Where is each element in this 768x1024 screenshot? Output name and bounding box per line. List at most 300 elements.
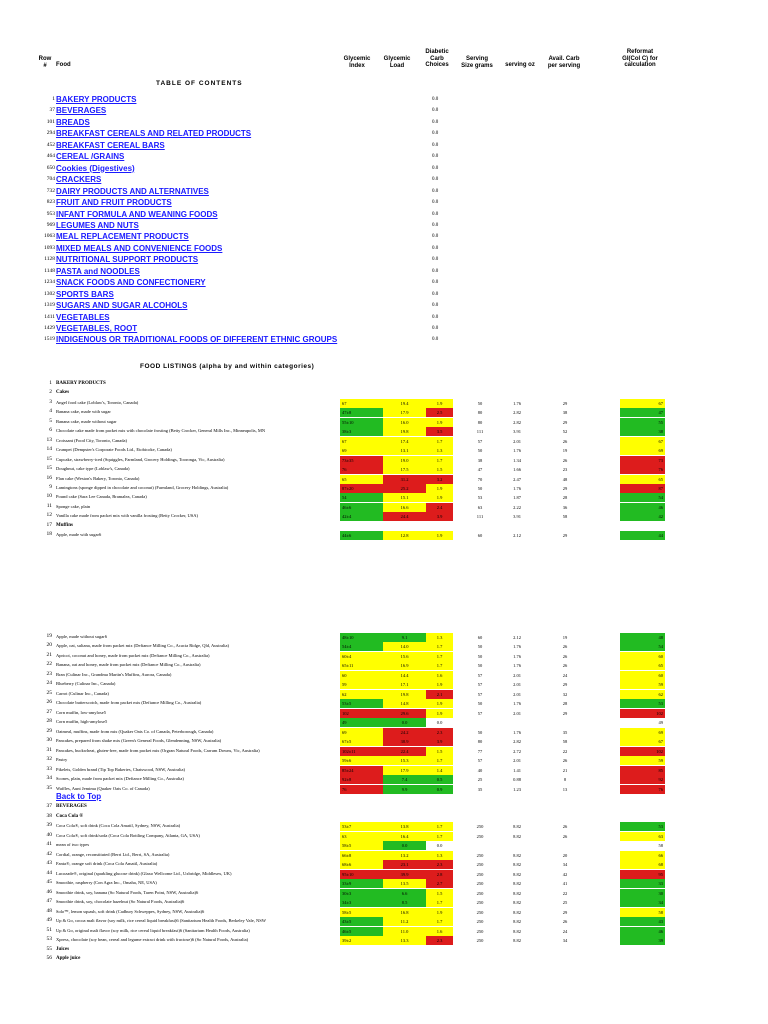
- glycemic-load-cell: 11.2: [383, 917, 426, 926]
- glycemic-index-cell: 65: [340, 475, 383, 484]
- row-number: 6: [49, 427, 52, 434]
- toc-link[interactable]: LEGUMES AND NUTS: [56, 220, 139, 230]
- toc-value: 0.0: [432, 257, 439, 263]
- row-number: 47: [46, 898, 52, 905]
- table-row: [0, 503, 768, 512]
- toc-row: [0, 301, 768, 312]
- carb-choices-cell: 2.7: [426, 879, 453, 888]
- table-row: [0, 917, 768, 926]
- toc-row: [0, 313, 768, 324]
- carb-choices-cell: 1.9: [426, 709, 453, 718]
- serving-grams-cell: 250: [476, 881, 484, 887]
- glycemic-index-cell: 59: [340, 680, 383, 689]
- carb-choices-cell: 0.9: [426, 785, 453, 794]
- food-name: Coca Cola®, soft drink/soda (Coca Cola Bottling Company, Atlanta, GA, USA): [56, 832, 200, 838]
- toc-row: [0, 106, 768, 117]
- row-number: 15: [46, 465, 52, 472]
- toc-link[interactable]: CEREAL /GRAINS: [56, 152, 125, 162]
- header-reformat-gi: Reformat GI(Col C) for calculation: [622, 49, 658, 68]
- table-row: [0, 699, 768, 708]
- glycemic-index-cell: 39±2: [340, 936, 383, 945]
- food-name: Angel food cake (Loblaw's, Toronto, Canada): [56, 399, 139, 405]
- food-name: Fanta®, orange soft drink (Coca Cola Amatil, Australia): [56, 861, 158, 867]
- toc-link[interactable]: BREAKFAST CEREALS AND RELATED PRODUCTS: [56, 129, 252, 139]
- avail-carb-cell: 26: [562, 919, 568, 925]
- table-row: [0, 642, 768, 651]
- table-row: [0, 756, 768, 765]
- header-food: Food: [56, 62, 71, 68]
- toc-link[interactable]: Cookies (Digestives): [56, 163, 135, 173]
- serving-oz-cell: 8.82: [513, 833, 521, 839]
- food-name: Blueberry (Culinar Inc., Canada): [56, 681, 116, 687]
- table-row: [0, 851, 768, 860]
- reformat-gi-cell: 69: [620, 446, 665, 455]
- glycemic-index-cell: 33±9: [340, 879, 383, 888]
- glycemic-index-cell: 102: [340, 709, 383, 718]
- glycemic-load-cell: 14.0: [383, 642, 426, 651]
- serving-oz-cell: 2.01: [513, 438, 521, 444]
- toc-link[interactable]: SPORTS BARS: [56, 289, 114, 299]
- avail-carb-cell: 41: [562, 881, 568, 887]
- serving-grams-cell: 38: [477, 457, 483, 463]
- row-number: 14: [46, 446, 52, 453]
- table-row: [0, 456, 768, 465]
- reformat-gi-cell: 30: [620, 889, 665, 898]
- avail-carb-cell: 34: [562, 862, 568, 868]
- glycemic-index-cell: 95±10: [340, 870, 383, 879]
- glycemic-load-cell: 0.0: [383, 718, 426, 727]
- avail-carb-cell: 19: [562, 448, 568, 454]
- glycemic-index-cell: 46±5: [340, 927, 383, 936]
- table-row: [0, 841, 768, 850]
- glycemic-index-cell: 73±35: [340, 456, 383, 465]
- serving-oz-cell: 2.82: [513, 739, 521, 745]
- serving-grams-cell: 250: [476, 938, 484, 944]
- table-row: [0, 380, 768, 389]
- glycemic-index-cell: 58±5: [340, 908, 383, 917]
- carb-choices-cell: 1.9: [426, 484, 453, 493]
- back-to-top-link[interactable]: Back to Top: [56, 791, 102, 801]
- row-number: 39: [46, 822, 52, 829]
- glycemic-load-cell: 17.4: [383, 437, 426, 446]
- avail-carb-cell: 26: [562, 663, 568, 669]
- serving-grams-cell: 80: [477, 739, 483, 745]
- serving-grams-cell: 57: [477, 691, 483, 697]
- food-name: Lucozade®, original (sparkling glucose drink) (Glaxo Wellcome Ltd., Uxbridge, Middlesex, UK): [56, 870, 232, 876]
- food-name: Crumpet (Dempster's Corporate Foods Ltd., Etobicoke, Canada): [56, 447, 172, 453]
- glycemic-index-cell: 54±4: [340, 642, 383, 651]
- avail-carb-cell: 24: [562, 928, 568, 934]
- reformat-gi-cell: 58: [620, 908, 665, 917]
- food-name: Corn muffin, low-amylose5: [56, 709, 107, 715]
- toc-link[interactable]: INDIGENOUS OR TRADITIONAL FOODS OF DIFFERENT ETHNIC GROUPS: [56, 335, 338, 345]
- toc-row: [0, 175, 768, 186]
- food-name: Chocolate butterscotch, made from packet mix (Defiance Milling Co., Australia): [56, 700, 202, 706]
- food-name: Chocolate cake made from packet mix with chocolate frosting (Betty Crocker, General Mills Inc., Minneapolis, MN: [56, 428, 266, 434]
- toc-row-number: 1319: [44, 302, 55, 309]
- table-row: [0, 465, 768, 474]
- serving-oz-cell: 8.82: [513, 938, 521, 944]
- table-row: [0, 399, 768, 408]
- food-name: Xpress, chocolate (soy bean, cereal and legume extract drink with fructose)6 (So Natural Foods, Australia): [56, 937, 249, 943]
- toc-row: [0, 290, 768, 301]
- glycemic-index-cell: 66±8: [340, 851, 383, 860]
- reformat-gi-cell: 67: [620, 737, 665, 746]
- carb-choices-cell: 1.9: [426, 680, 453, 689]
- reformat-gi-cell: 55: [620, 418, 665, 427]
- glycemic-load-cell: 9.1: [383, 633, 426, 642]
- food-listings-title: FOOD LISTINGS (alpha by and within categories): [140, 363, 315, 370]
- avail-carb-cell: 23: [562, 467, 568, 473]
- row-number: 56: [46, 954, 52, 961]
- toc-row-number: 969: [46, 221, 55, 228]
- row-number: 13: [46, 436, 52, 443]
- carb-choices-cell: 1.3: [426, 446, 453, 455]
- serving-oz-cell: 2.12: [513, 533, 521, 539]
- toc-value: 0.0: [432, 280, 439, 286]
- glycemic-load-cell: 24.4: [383, 512, 426, 521]
- serving-oz-cell: 1.76: [513, 400, 521, 406]
- avail-carb-cell: 22: [562, 890, 568, 896]
- reformat-gi-cell: 85: [620, 766, 665, 775]
- header-avail-carb: Avail. Carb per serving: [547, 56, 581, 69]
- row-number: 19: [46, 633, 52, 639]
- food-name: Oatmeal, muffins, made from mix (Quaker Oats Co. of Canada, Peterborough, Canada): [56, 728, 214, 734]
- glycemic-index-cell: 67: [340, 399, 383, 408]
- reformat-gi-cell: 62: [620, 690, 665, 699]
- toc-row-number: 704: [46, 176, 55, 183]
- row-number: 3: [49, 398, 52, 405]
- reformat-gi-cell: 73: [620, 456, 665, 465]
- glycemic-load-cell: 13.8: [383, 822, 426, 831]
- toc-value: 0.0: [432, 188, 439, 194]
- toc-row: [0, 335, 768, 346]
- serving-oz-cell: 3.91: [513, 429, 521, 435]
- glycemic-index-cell: 30±3: [340, 889, 383, 898]
- serving-grams-cell: 50: [477, 729, 483, 735]
- toc-link[interactable]: SNACK FOODS AND CONFECTIONERY: [56, 278, 206, 288]
- toc-value: 0.0: [432, 154, 439, 160]
- reformat-gi-cell: 59: [620, 756, 665, 765]
- toc-row: [0, 198, 768, 209]
- table-row: [0, 785, 768, 794]
- carb-choices-cell: 0.5: [426, 775, 453, 784]
- row-number: 5: [49, 417, 52, 424]
- toc-link[interactable]: BREADS: [56, 117, 90, 127]
- table-row: [0, 418, 768, 427]
- table-row: [0, 728, 768, 737]
- reformat-gi-cell: 60: [620, 671, 665, 680]
- serving-grams-cell: 63: [477, 504, 483, 510]
- food-name: Solo™, lemon squash, soft drink (Cadbury Schweppes, Sydney, NSW, Australia)6: [56, 908, 205, 914]
- reformat-gi-cell: 87: [620, 484, 665, 493]
- toc-link[interactable]: MEAL REPLACEMENT PRODUCTS: [56, 232, 189, 242]
- row-number: 31: [46, 746, 52, 753]
- reformat-gi-cell: 65: [620, 661, 665, 670]
- carb-choices-cell: 1.9: [426, 399, 453, 408]
- carb-choices-cell: 2.3: [426, 936, 453, 945]
- toc-row: [0, 152, 768, 163]
- carb-choices-cell: 1.7: [426, 642, 453, 651]
- serving-oz-cell: 8.82: [513, 909, 521, 915]
- serving-grams-cell: 250: [476, 909, 484, 915]
- toc-row: [0, 210, 768, 221]
- table-row: [0, 879, 768, 888]
- carb-choices-cell: 2.3: [426, 728, 453, 737]
- toc-row-number: 37: [49, 107, 55, 114]
- header-row-number: Row #: [38, 56, 52, 69]
- table-row: [0, 389, 768, 398]
- toc-link[interactable]: CRACKERS: [56, 175, 102, 185]
- serving-grams-cell: 57: [477, 710, 483, 716]
- serving-grams-cell: 250: [476, 852, 484, 858]
- table-row: [0, 493, 768, 502]
- toc-link[interactable]: BAKERY PRODUCTS: [56, 95, 137, 104]
- toc-link[interactable]: FRUIT AND FRUIT PRODUCTS: [56, 198, 172, 208]
- glycemic-load-cell: 7.4: [383, 775, 426, 784]
- serving-oz-cell: 1.76: [513, 448, 521, 454]
- carb-choices-cell: 1.7: [426, 832, 453, 841]
- food-name: mean of two types: [56, 842, 90, 848]
- food-name: Pound cake (Sara Lee Canada, Bramalea, Canada): [56, 494, 147, 500]
- serving-oz-cell: 8.82: [513, 881, 521, 887]
- glycemic-index-cell: 60: [340, 671, 383, 680]
- row-number: 24: [46, 680, 52, 687]
- avail-carb-cell: 26: [562, 457, 568, 463]
- glycemic-load-cell: 23.1: [383, 860, 426, 869]
- toc-value: 0.0: [432, 200, 439, 206]
- table-row: [0, 661, 768, 670]
- row-number: 40: [46, 831, 52, 838]
- row-number: 26: [46, 699, 52, 706]
- glycemic-index-cell: 69: [340, 728, 383, 737]
- serving-grams-cell: 50: [477, 400, 483, 406]
- table-row: [0, 822, 768, 831]
- serving-oz-cell: 2.01: [513, 758, 521, 764]
- table-row: [0, 531, 768, 540]
- toc-row: [0, 221, 768, 232]
- toc-value: 0.0: [432, 337, 439, 343]
- toc-value: 0.0: [432, 303, 439, 309]
- glycemic-load-cell: 38.9: [383, 737, 426, 746]
- table-row: [0, 633, 768, 642]
- glycemic-load-cell: 29.6: [383, 709, 426, 718]
- serving-oz-cell: 1.76: [513, 653, 521, 659]
- serving-oz-cell: 2.82: [513, 419, 521, 425]
- avail-carb-cell: 34: [562, 938, 568, 944]
- avail-carb-cell: 32: [562, 691, 568, 697]
- carb-choices-cell: 0.0: [436, 720, 443, 726]
- toc-link[interactable]: VEGETABLES: [56, 312, 110, 322]
- toc-link[interactable]: NUTRITIONAL SUPPORT PRODUCTS: [56, 255, 199, 265]
- toc-row: [0, 118, 768, 129]
- glycemic-load-cell: 17.5: [383, 465, 426, 474]
- serving-grams-cell: 250: [476, 833, 484, 839]
- reformat-gi-cell: 67: [620, 437, 665, 446]
- food-name: Coca Cola®, soft drink (Coca Cola Amatil, Sydney, NSW, Australia): [56, 823, 181, 829]
- carb-choices-cell: 1.3: [426, 851, 453, 860]
- category-label: Coca Cola ®: [56, 813, 84, 819]
- carb-choices-cell: 1.5: [426, 465, 453, 474]
- glycemic-load-cell: 19.8: [383, 427, 426, 436]
- reformat-gi-cell: 47: [620, 408, 665, 417]
- toc-row-number: 1429: [44, 325, 55, 331]
- avail-carb-cell: 26: [562, 758, 568, 764]
- glycemic-load-cell: 16.6: [383, 503, 426, 512]
- header-serving-grams: Serving Size grams: [461, 56, 493, 69]
- avail-carb-cell: [545, 841, 585, 850]
- table-row: [0, 690, 768, 699]
- glycemic-index-cell: 76: [340, 465, 383, 474]
- carb-choices-cell: 1.7: [426, 756, 453, 765]
- glycemic-load-cell: 19.4: [383, 399, 426, 408]
- toc-link[interactable]: BEVERAGES: [56, 106, 107, 116]
- glycemic-index-cell: 53±7: [340, 822, 383, 831]
- serving-oz-cell: 8.82: [513, 900, 521, 906]
- reformat-gi-cell: 46: [620, 927, 665, 936]
- serving-oz-cell: [502, 841, 532, 850]
- toc-row-number: 464: [46, 153, 55, 160]
- avail-carb-cell: 29: [562, 710, 568, 716]
- toc-link[interactable]: INFANT FORMULA AND WEANING FOODS: [56, 209, 218, 219]
- toc-row-number: 1063: [44, 233, 55, 240]
- avail-carb-cell: 28: [562, 495, 568, 501]
- row-number: 43: [46, 860, 52, 867]
- serving-grams-cell: 50: [477, 701, 483, 707]
- row-number: 37: [46, 803, 52, 810]
- glycemic-index-cell: 59±6: [340, 756, 383, 765]
- avail-carb-cell: 29: [562, 682, 568, 688]
- avail-carb-cell: 29: [562, 485, 568, 491]
- food-name: Apple, made without sugar6: [56, 634, 107, 639]
- carb-choices-cell: 1.5: [426, 889, 453, 898]
- table-row: [0, 475, 768, 484]
- table-row: [0, 437, 768, 446]
- serving-oz-cell: 8.82: [513, 919, 521, 925]
- reformat-gi-cell: 53: [620, 822, 665, 831]
- row-number: 55: [46, 945, 52, 952]
- food-name: Apple, oat, sultana, made from packet mix (Defiance Milling Co., Acacia Ridge, Qld, Australia): [56, 643, 229, 649]
- toc-row-number: 1302: [44, 290, 55, 297]
- row-number: 2: [49, 389, 52, 396]
- food-name: Lamingtons (sponge dipped in chocolate and coconut) (Farmland, Grocery Holdings, Australia): [56, 484, 229, 490]
- table-row: [0, 936, 768, 945]
- glycemic-load-cell: 19.8: [383, 690, 426, 699]
- toc-link[interactable]: BREAKFAST CEREAL BARS: [56, 140, 165, 150]
- toc-link[interactable]: PASTA and NOODLES: [56, 266, 140, 276]
- serving-grams-cell: 60: [477, 533, 483, 539]
- glycemic-index-cell: 42±4: [340, 512, 383, 521]
- food-name: Sponge cake, plain: [56, 503, 91, 509]
- row-number: 20: [46, 642, 52, 649]
- toc-link[interactable]: VEGETABLES, ROOT: [56, 324, 138, 333]
- toc-row: [0, 244, 768, 255]
- toc-link[interactable]: DAIRY PRODUCTS AND ALTERNATIVES: [56, 186, 209, 196]
- carb-choices-cell: 1.9: [426, 908, 453, 917]
- avail-carb-cell: 28: [562, 701, 568, 707]
- header-glycemic-index: Glycemic Index: [343, 56, 371, 69]
- serving-grams-cell: 80: [477, 410, 483, 416]
- glycemic-load-cell: 14.4: [383, 671, 426, 680]
- glycemic-index-cell: 34±3: [340, 898, 383, 907]
- toc-row: [0, 129, 768, 140]
- serving-grams-cell: 50: [477, 644, 483, 650]
- serving-oz-cell: [502, 718, 532, 727]
- serving-oz-cell: 3.91: [513, 514, 521, 520]
- row-number: 15: [46, 455, 52, 462]
- serving-grams-cell: 250: [476, 890, 484, 896]
- avail-carb-cell: 26: [562, 833, 568, 839]
- carb-choices-cell: 1.7: [426, 898, 453, 907]
- avail-carb-cell: 42: [562, 871, 568, 877]
- avail-carb-cell: 24: [562, 672, 568, 678]
- carb-choices-cell: 1.3: [426, 633, 453, 642]
- serving-oz-cell: 0.88: [513, 777, 521, 783]
- food-name: Croissant (Food City, Toronto, Canada): [56, 437, 128, 443]
- serving-oz-cell: 1.23: [513, 786, 521, 792]
- food-name: Flan cake (Weston's Bakery, Toronto, Canada): [56, 475, 140, 481]
- toc-value: 0.0: [432, 165, 439, 171]
- serving-oz-cell: 2.01: [513, 710, 521, 716]
- glycemic-index-cell: 58±5: [340, 841, 383, 850]
- glycemic-index-cell: 102±11: [340, 747, 383, 756]
- row-number: 25: [46, 689, 52, 696]
- avail-carb-cell: 26: [562, 644, 568, 650]
- serving-grams-cell: 250: [476, 824, 484, 830]
- food-name: Pancakes, prepared from shake mix (Green's General Foods, Glendenning, NSW, Australia): [56, 738, 222, 744]
- food-name: Pancakes, buckwheat, gluten-free, made from packet mix (Orgran Natural Foods, Carrum Downs, Vic, Australia): [56, 747, 260, 753]
- toc-row-number: 1411: [44, 313, 55, 320]
- serving-oz-cell: 2.47: [513, 476, 521, 482]
- table-row: [0, 408, 768, 417]
- avail-carb-cell: 48: [562, 476, 568, 482]
- table-row: [0, 522, 768, 531]
- reformat-gi-cell: 76: [620, 785, 665, 794]
- glycemic-index-cell: 49: [340, 718, 383, 727]
- toc-link[interactable]: SUGARS AND SUGAR ALCOHOLS: [56, 301, 188, 311]
- glycemic-index-cell: 55±10: [340, 418, 383, 427]
- avail-carb-cell: 29: [562, 533, 568, 539]
- food-name: Vanilla cake made from packet mix with vanilla frosting (Betty Crocker, USA): [56, 513, 199, 519]
- category-label: BEVERAGES: [56, 804, 87, 810]
- glycemic-index-cell: 92±8: [340, 775, 383, 784]
- glycemic-index-cell: 63: [340, 832, 383, 841]
- toc-row-number: 1093: [44, 244, 55, 251]
- glycemic-load-cell: 19.0: [383, 456, 426, 465]
- toc-link[interactable]: MIXED MEALS AND CONVENIENCE FOODS: [56, 243, 223, 253]
- row-number: 9: [49, 483, 52, 490]
- glycemic-load-cell: 13.3: [383, 936, 426, 945]
- avail-carb-cell: 58: [562, 514, 568, 520]
- serving-oz-cell: 1.34: [513, 457, 521, 463]
- serving-grams-cell: 40: [477, 767, 483, 773]
- toc-value: 0.0: [432, 326, 439, 331]
- serving-grams-cell: 111: [476, 514, 484, 520]
- carb-choices-cell: 1.7: [426, 456, 453, 465]
- food-name: Pastry: [56, 757, 68, 763]
- table-row: [0, 813, 768, 822]
- reformat-gi-cell: 33: [620, 879, 665, 888]
- food-name: Apricot, coconut and honey, made from packet mix (Defiance Milling Co., Australia): [56, 652, 210, 658]
- glycemic-index-cell: 76: [340, 785, 383, 794]
- serving-grams-cell: 250: [476, 919, 484, 925]
- table-row: [0, 860, 768, 869]
- carb-choices-cell: 1.6: [426, 671, 453, 680]
- header-serving-oz: serving oz: [505, 62, 535, 68]
- toc-value: 0.0: [432, 177, 439, 183]
- toc-row-number: 1519: [44, 336, 55, 343]
- row-number: 30: [46, 737, 52, 744]
